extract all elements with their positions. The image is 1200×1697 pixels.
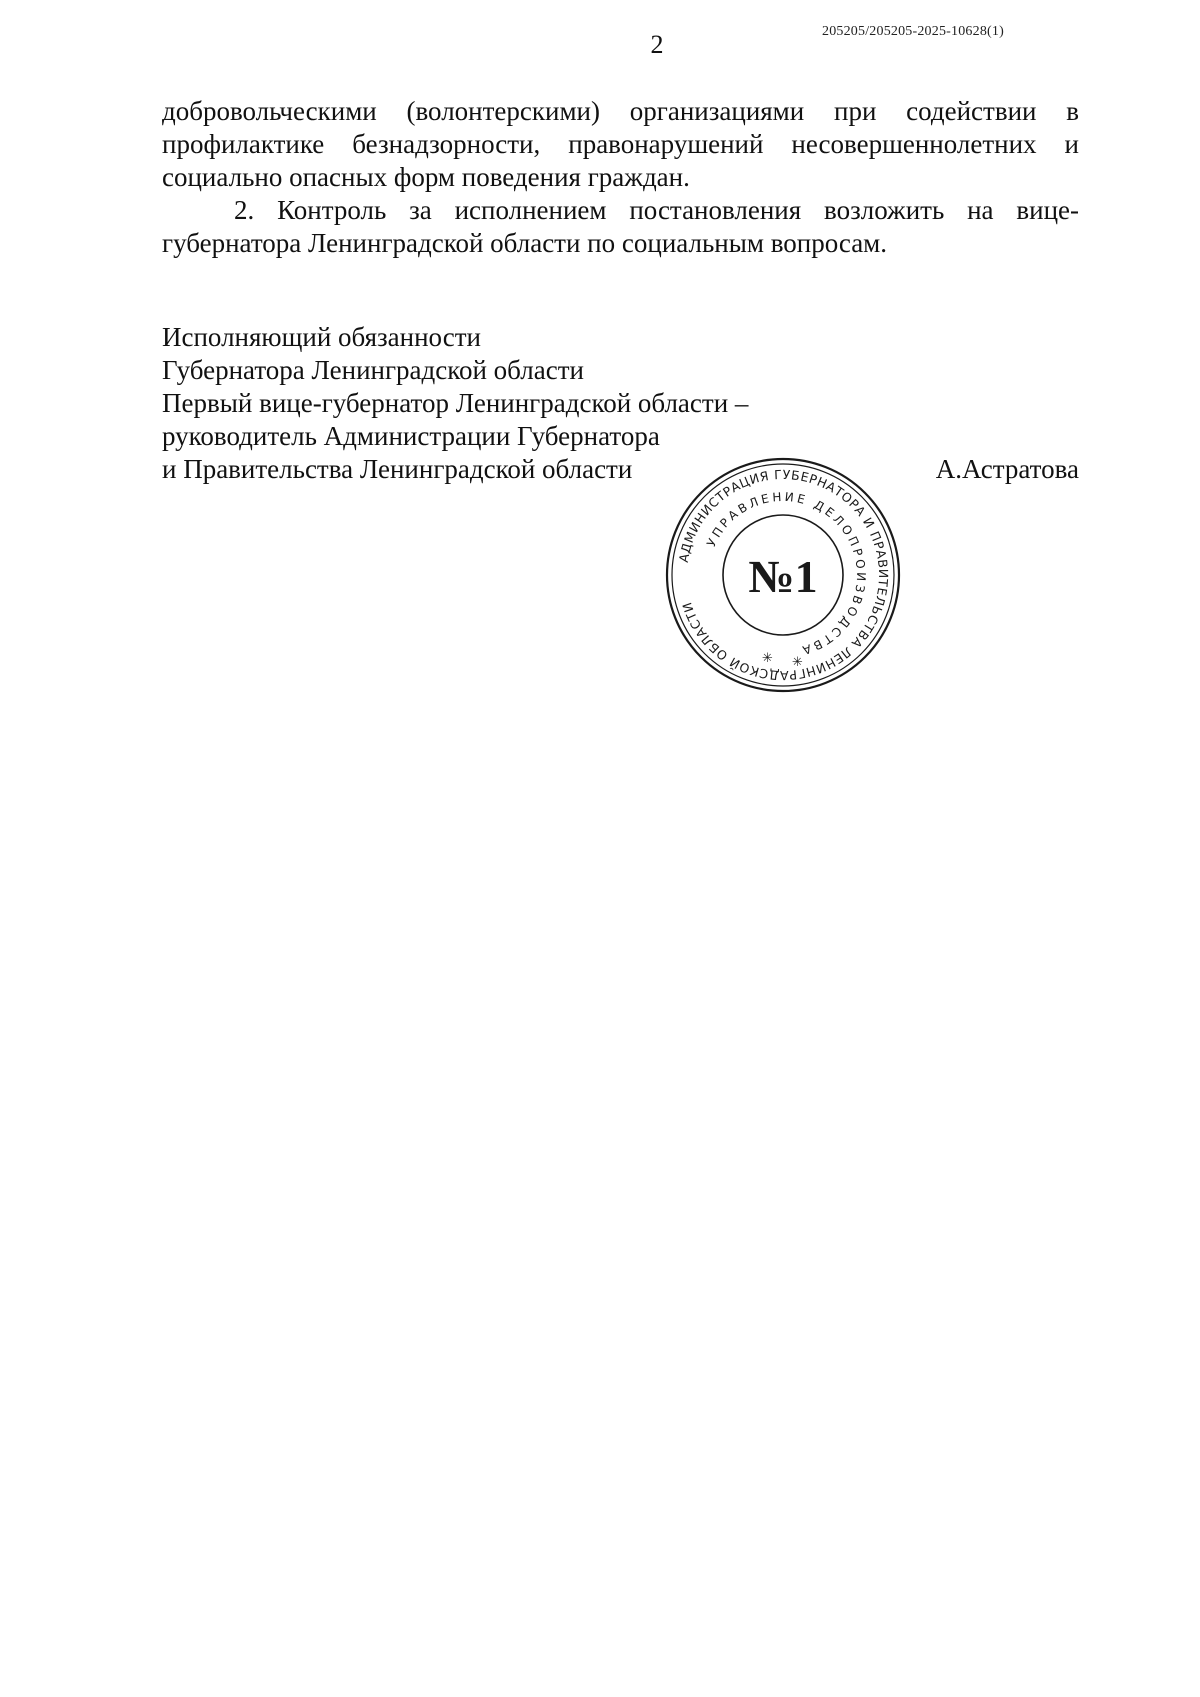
official-seal xyxy=(664,456,902,694)
paragraph-2: 2. Контроль за исполнением постановления возложить на вице-губернатора Ленинградской области по социальным вопросам. xyxy=(162,195,1079,258)
seal-star-left-icon: ✳ xyxy=(762,651,773,666)
seal-outer-text: АДМИНИСТРАЦИЯ ГУБЕРНАТОРА И ПРАВИТЕЛЬСТВА ЛЕНИНГРАДСКОЙ ОБЛАСТИ xyxy=(675,466,892,684)
document-body xyxy=(162,95,1079,260)
page-number: 2 xyxy=(650,30,664,59)
signer-name: А.Астратова xyxy=(935,454,1079,484)
seal-star-right-icon: ✳ xyxy=(792,655,803,670)
signature-block xyxy=(162,321,1079,486)
document-id: 205205/205205-2025-10628(1) xyxy=(822,24,1004,39)
official-seal-graphic xyxy=(664,456,902,694)
signature-title-line-4: руководитель Администрации Губернатора xyxy=(162,421,660,451)
signature-title-line-3: Первый вице-губернатор Ленинградской области – xyxy=(162,388,749,418)
signature-title-line-2: Губернатора Ленинградской области xyxy=(162,355,584,385)
seal-inner-text: УПРАВЛЕНИЕ ДЕЛОПРОИЗВОДСТВА xyxy=(704,489,869,659)
seal-center-number: №1 xyxy=(748,551,818,602)
signature-title-line-5: и Правительства Ленинградской области xyxy=(162,454,633,484)
paragraph-continued: добровольческими (волонтерскими) организациями при содействии в профилактике безнадзорности, правонарушений несовершеннолетних и социально опасных форм поведения граждан. xyxy=(162,96,1079,192)
signature-title-line-1: Исполняющий обязанности xyxy=(162,322,481,352)
